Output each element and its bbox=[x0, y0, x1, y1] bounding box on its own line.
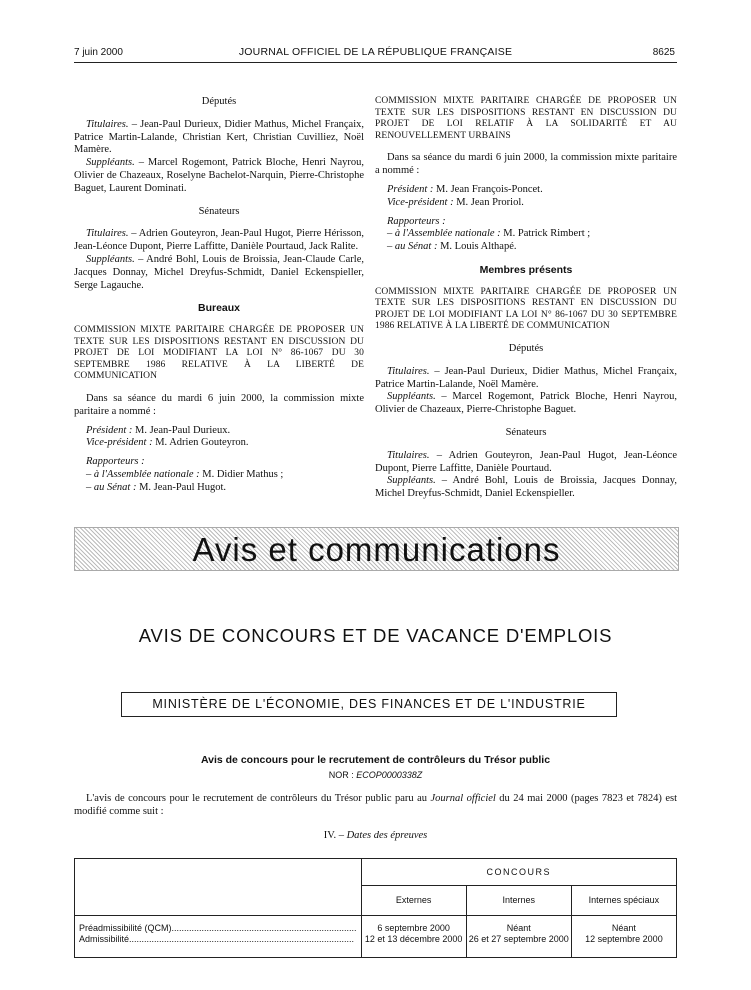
table-corner bbox=[75, 859, 362, 916]
rapporteur-senat-line bbox=[74, 482, 364, 495]
rapporteur-an-line bbox=[375, 228, 677, 241]
suppleants-text: – Marcel Rogemont, Patrick Bloche, Henri Nayrou, Olivier de Chazeaux, Roselyne Bachelot-Narquin, Pierre-Christophe Baguet, Laurent Dominati. bbox=[74, 157, 364, 194]
titulaires-text: – Jean-Paul Durieux, Didier Mathus, Michel Françaix, Patrice Martin-Lalande, Christian Kert, Christian Cuvilliez, Noël Mamère. bbox=[74, 118, 364, 156]
president-line bbox=[375, 184, 677, 197]
vice-president-name: M. Jean Proriol. bbox=[453, 196, 524, 208]
suppleants-text: – André Bohl, Louis de Broissia, Jean-Claude Carle, Jacques Donnay, Michel Dreyfus-Schmidt, Daniel Eckenspieller, Serge Lagauche. bbox=[74, 253, 364, 291]
bureaux-heading: Bureaux bbox=[197, 302, 240, 315]
president-label: Président : bbox=[387, 183, 434, 195]
section-iv-number: IV. – bbox=[323, 830, 347, 841]
president-line bbox=[74, 425, 364, 438]
titulaires-label: Titulaires. bbox=[86, 228, 129, 240]
seance-text: Dans sa séance du mardi 6 juin 2000, la commission mixte paritaire a nommé : bbox=[375, 152, 677, 177]
suppleants-label: Suppléants. bbox=[387, 391, 436, 403]
left-column bbox=[74, 96, 364, 495]
rapporteurs-label: Rapporteurs : bbox=[387, 215, 446, 227]
rapporteur-senat-name: M. Louis Althapé. bbox=[437, 241, 517, 253]
rapporteur-an-name: M. Didier Mathus ; bbox=[199, 469, 284, 481]
suppleants-label: Suppléants. bbox=[387, 475, 436, 487]
dates-table bbox=[74, 858, 677, 958]
president-name: M. Jean-Paul Durieux. bbox=[132, 424, 231, 436]
vice-president-line bbox=[375, 197, 677, 210]
table-col-header: Internes bbox=[466, 886, 571, 916]
table-cell-internes-speciaux bbox=[571, 916, 676, 958]
deputes-suppleants bbox=[74, 157, 364, 195]
suppleants-label: Suppléants. bbox=[86, 157, 135, 169]
table-cell: Néant bbox=[611, 923, 636, 933]
journal-title: JOURNAL OFFICIEL DE LA RÉPUBLIQUE FRANÇAISE bbox=[238, 46, 513, 58]
vice-president-label: Vice-président : bbox=[387, 196, 454, 208]
deputes-titulaires bbox=[375, 366, 677, 392]
avis-communications-title: Avis et communications bbox=[192, 531, 561, 568]
body-paragraph bbox=[74, 793, 677, 819]
senateurs-suppleants bbox=[74, 254, 364, 292]
nor-value: ECOP0000338Z bbox=[356, 770, 423, 780]
table-cell: 12 et 13 décembre 2000 bbox=[364, 933, 463, 944]
table-cell: 12 septembre 2000 bbox=[585, 933, 663, 944]
senateurs-titulaires bbox=[375, 450, 677, 476]
rapporteur-an-label: – à l'Assemblée nationale : bbox=[86, 469, 200, 481]
rapporteur-senat-name: M. Jean-Paul Hugot. bbox=[136, 481, 226, 493]
nor-line bbox=[0, 770, 751, 781]
section-iv-title: Dates des épreuves bbox=[346, 830, 428, 841]
senateurs-suppleants bbox=[375, 475, 677, 501]
titulaires-text: – Adrien Gouteyron, Jean-Paul Hugot, Jean-Léonce Dupont, Pierre Laffitte, Danièle Pourtaud. bbox=[375, 449, 677, 474]
avis-heading: Avis de concours pour le recrutement de contrôleurs du Trésor public bbox=[200, 754, 551, 766]
vice-president-line bbox=[74, 437, 364, 450]
rapporteur-senat-label: – au Sénat : bbox=[86, 481, 137, 493]
titulaires-text: – Jean-Paul Durieux, Didier Mathus, Michel Françaix, Patrice Martin-Lalande, Noël Mamère. bbox=[375, 365, 677, 390]
commission-title: COMMISSION MIXTE PARITAIRE CHARGÉE DE PROPOSER UN TEXTE SUR LES DISPOSITIONS RESTANT EN DISCUSSION DU PROJET DE LOI MODIFIANT LA LOI N° 86-1067 DU 30 SEPTEMBRE 1986 RELATIVE À LA LIBERTÉ DE COMMUNICATION bbox=[74, 325, 364, 382]
table-col-header: Externes bbox=[361, 886, 466, 916]
concours-title: AVIS DE CONCOURS ET DE VACANCE D'EMPLOIS bbox=[138, 625, 613, 646]
header-date: 7 juin 2000 bbox=[74, 47, 123, 58]
suppleants-label: Suppléants. bbox=[86, 253, 135, 265]
table-row-label: Admissibilité.......................................................................................... bbox=[79, 933, 355, 944]
page-number: 8625 bbox=[652, 47, 675, 58]
commission2-title: COMMISSION MIXTE PARITAIRE CHARGÉE DE PROPOSER UN TEXTE SUR LES DISPOSITIONS RESTANT EN DISCUSSION DU PROJET DE LOI MODIFIANT LA LOI N° 86-1067 DU 30 SEPTEMBRE 1986 RELATIVE À LA LIBERTÉ DE COMMUNICATION bbox=[375, 286, 677, 332]
senateurs-titulaires bbox=[74, 228, 364, 254]
table-cell: 6 septembre 2000 bbox=[377, 923, 450, 933]
header-rule bbox=[74, 62, 677, 63]
membres-presents-heading: Membres présents bbox=[479, 263, 573, 276]
titulaires-label: Titulaires. bbox=[387, 449, 430, 461]
seance-text: Dans sa séance du mardi 6 juin 2000, la commission mixte paritaire a nommé : bbox=[74, 393, 364, 417]
nor-label: NOR : bbox=[328, 770, 354, 780]
president-label: Président : bbox=[86, 424, 133, 436]
vice-president-name: M. Adrien Gouteyron. bbox=[152, 437, 249, 449]
table-body-row bbox=[75, 916, 677, 958]
rapporteur-an-name: M. Patrick Rimbert ; bbox=[500, 228, 591, 240]
table-header-concours: CONCOURS bbox=[361, 859, 676, 886]
senateurs-heading: Sénateurs bbox=[505, 426, 547, 438]
titulaires-text: – Adrien Gouteyron, Jean-Paul Hugot, Pierre Hérisson, Jean-Léonce Dupont, Pierre Laffitte, Danièle Pourtaud, Jack Ralite. bbox=[74, 228, 364, 253]
rapporteur-senat-line bbox=[375, 241, 677, 254]
table-cell-externes bbox=[361, 916, 466, 958]
suppleants-text: – Marcel Rogemont, Patrick Bloche, Henri Nayrou, Olivier de Chazeaux, Pierre-Christophe Baguet. bbox=[375, 391, 677, 416]
titulaires-label: Titulaires. bbox=[86, 118, 129, 130]
senateurs-heading: Sénateurs bbox=[198, 205, 240, 217]
body-text-1: L'avis de concours pour le recrutement de contrôleurs du Trésor public paru au bbox=[86, 793, 431, 804]
body-text-2: du 24 mai 2000 (pages 7823 et 7824) est modifié comme suit : bbox=[74, 793, 678, 817]
table-col-header: Internes spéciaux bbox=[571, 886, 676, 916]
table-cell-internes bbox=[466, 916, 571, 958]
ministere-box: MINISTÈRE DE L'ÉCONOMIE, DES FINANCES ET DE L'INDUSTRIE bbox=[121, 692, 617, 717]
president-name: M. Jean François-Poncet. bbox=[433, 183, 543, 195]
rapporteur-an-label: – à l'Assemblée nationale : bbox=[387, 228, 501, 240]
commission1-title: COMMISSION MIXTE PARITAIRE CHARGÉE DE PROPOSER UN TEXTE SUR LES DISPOSITIONS RESTANT EN DISCUSSION DU PROJET DE LOI RELATIF À LA SOLIDARITÉ ET AU RENOUVELLEMENT URBAINS bbox=[375, 96, 677, 141]
vice-president-label: Vice-président : bbox=[86, 437, 153, 449]
table-row-labels bbox=[75, 916, 362, 958]
rapporteur-an-line bbox=[74, 469, 364, 482]
deputes-suppleants bbox=[375, 391, 677, 417]
section-iv-heading bbox=[0, 830, 751, 843]
journal-officiel-ref: Journal officiel bbox=[430, 793, 496, 804]
titulaires-label: Titulaires. bbox=[387, 365, 430, 377]
deputes-heading: Députés bbox=[508, 343, 544, 354]
rapporteur-senat-label: – au Sénat : bbox=[387, 241, 438, 253]
table-row-label: Préadmissibilité (QCM).......................................................................... bbox=[79, 923, 357, 933]
suppleants-text: – André Bohl, Louis de Broissia, Jacques Donnay, Michel Dreyfus-Schmidt, Daniel Eckenspieller. bbox=[375, 475, 677, 500]
table-cell: Néant bbox=[506, 923, 531, 933]
deputes-titulaires bbox=[74, 119, 364, 157]
table-cell: 26 et 27 septembre 2000 bbox=[468, 933, 569, 944]
rapporteurs-label: Rapporteurs : bbox=[86, 456, 145, 468]
avis-communications-banner bbox=[74, 527, 679, 571]
right-column bbox=[375, 96, 677, 501]
deputes-heading: Députés bbox=[201, 96, 237, 107]
